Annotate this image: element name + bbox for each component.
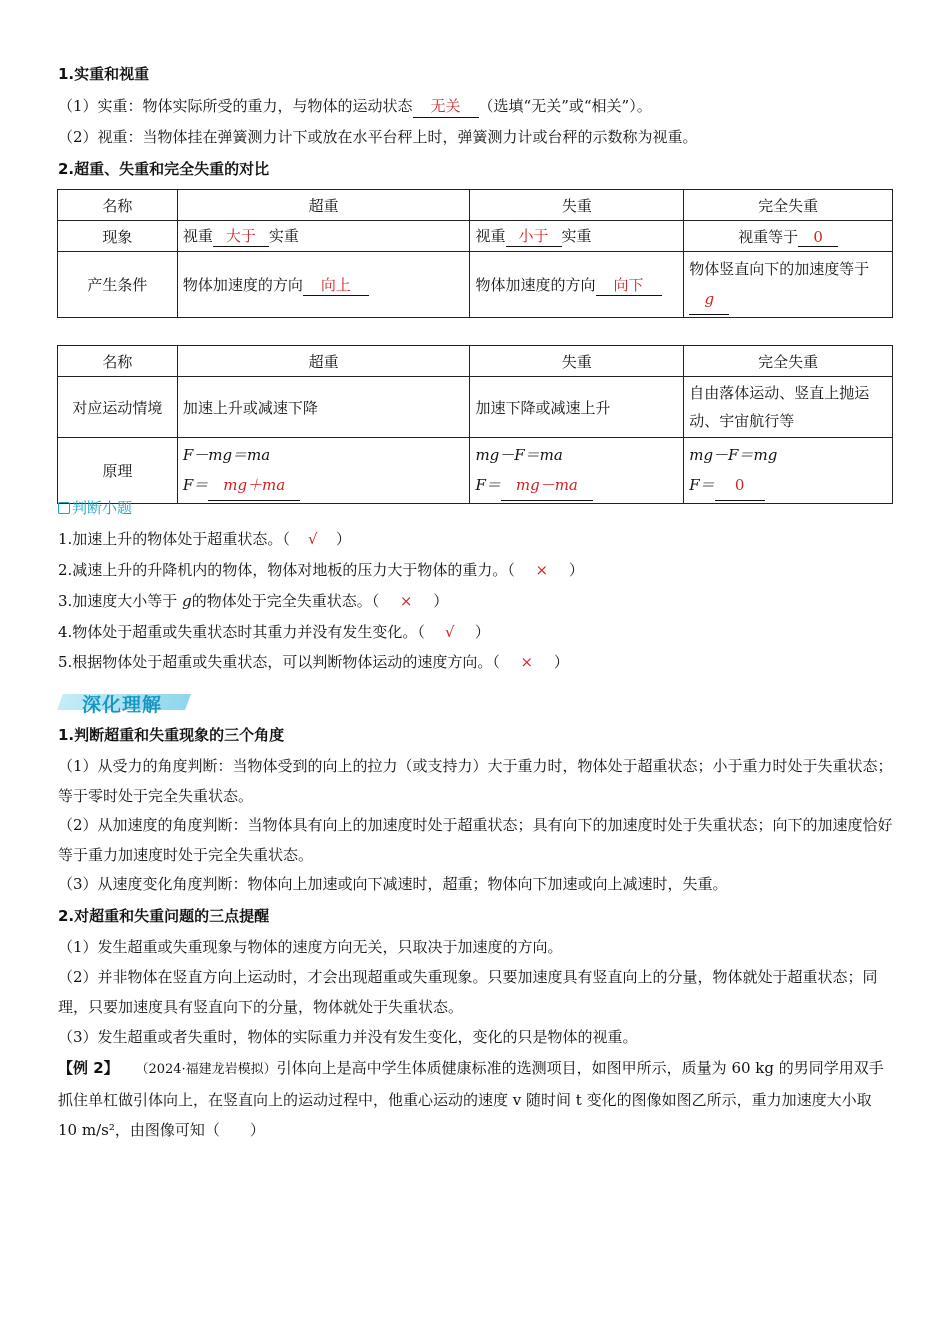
cell-lose-phenomenon: 视重 小于 实重 xyxy=(470,221,684,252)
real-weight-text: （1）实重：物体实际所受的重力，与物体的运动状态 xyxy=(58,97,413,115)
real-weight-line xyxy=(58,95,894,118)
banner-title: 深化理解 xyxy=(82,694,163,716)
header-complete-weightloss: 完全失重 xyxy=(684,346,893,377)
header-overweight: 超重 xyxy=(177,346,470,377)
section-2-title: 2.超重、失重和完全失重的对比 xyxy=(58,160,270,178)
cell-lose-principle: mg－F＝ma F＝ mg－ma xyxy=(470,438,684,504)
cross-mark-icon: × xyxy=(399,592,413,610)
cell-over-phenomenon: 视重 大于 实重 xyxy=(177,221,470,252)
row-label-phenomenon: 现象 xyxy=(58,221,178,252)
reminder-3: （3）发生超重或者失重时，物体的实际重力并没有发生变化，变化的只是物体的视重。 xyxy=(58,1028,638,1046)
table-row xyxy=(58,438,893,504)
real-weight-hint: （选填“无关”或“相关”）。 xyxy=(478,97,652,115)
comparison-table-2 xyxy=(57,345,893,504)
cell-full-scene: 自由落体运动、竖直上抛运动、宇宙航行等 xyxy=(684,377,893,438)
checkbox-icon xyxy=(58,502,70,514)
cell-full-condition: 物体竖直向下的加速度等于g xyxy=(684,252,893,318)
row-label-scene: 对应运动情境 xyxy=(58,377,178,438)
cell-full-principle: mg－F＝mg F＝ 0 xyxy=(684,438,893,504)
deep-title-2: 2.对超重和失重问题的三点提醒 xyxy=(58,907,270,925)
cell-lose-condition: 物体加速度的方向 向下 xyxy=(470,252,684,318)
quiz-item-3: 3.加速度大小等于 g的物体处于完全失重状态。（ × ） xyxy=(58,592,449,610)
header-name: 名称 xyxy=(58,190,178,221)
table-row xyxy=(58,377,893,438)
table-row xyxy=(58,221,893,252)
example-text: 引体向上是高中学生体质健康标准的选测项目，如图甲所示，质量为 60 kg 的男同学用双手抓住单杠做引体向上，在竖直向上的运动过程中，他重心运动的速度 v 随时间 t 变化的图像如图乙所示，重力加速度大小取 10 m/s²，由图像可知（ ） xyxy=(58,1059,884,1139)
deep-paragraph-2: （2）从加速度的角度判断：当物体具有向上的加速度时处于超重状态；具有向下的加速度时处于失重状态；向下的加速度恰好等于重力加速度时处于完全失重状态。 xyxy=(58,816,893,864)
section-banner xyxy=(60,690,192,714)
header-weightloss: 失重 xyxy=(470,190,684,221)
apparent-weight-line: （2）视重：当物体挂在弹簧测力计下或放在水平台秤上时，弹簧测力计或台秤的示数称为视重。 xyxy=(58,128,698,146)
example-label: 【例 2】 xyxy=(58,1059,119,1077)
section-1-title: 1.实重和视重 xyxy=(58,65,150,83)
example-source: （2024·福建龙岩模拟） xyxy=(135,1062,277,1077)
quiz-title: 判断小题 xyxy=(58,497,894,519)
table-row xyxy=(58,252,893,318)
header-overweight: 超重 xyxy=(177,190,470,221)
real-weight-answer: 无关 xyxy=(413,95,479,118)
row-label-principle: 原理 xyxy=(58,438,178,504)
table-header-row xyxy=(58,190,893,221)
cell-over-scene: 加速上升或减速下降 xyxy=(177,377,470,438)
cross-mark-icon: × xyxy=(535,561,549,579)
header-weightloss: 失重 xyxy=(470,346,684,377)
reminder-2: （2）并非物体在竖直方向上运动时，才会出现超重或失重现象。只要加速度具有竖直向上的分量，物体就处于超重状态；同理，只要加速度具有竖直向下的分量，物体就处于失重状态。 xyxy=(58,968,878,1016)
cell-over-condition: 物体加速度的方向 向上 xyxy=(177,252,470,318)
deep-title-1: 1.判断超重和失重现象的三个角度 xyxy=(58,726,285,744)
header-name: 名称 xyxy=(58,346,178,377)
deep-paragraph-3: （3）从速度变化角度判断：物体向上加速或向下减速时，超重；物体向下加速或向上减速时，失重。 xyxy=(58,875,728,893)
comparison-table-1 xyxy=(57,189,893,318)
quiz-item-1: 1.加速上升的物体处于超重状态。（ √ ） xyxy=(58,530,351,548)
reminder-1: （1）发生超重或失重现象与物体的速度方向无关，只取决于加速度的方向。 xyxy=(58,938,563,956)
cell-full-phenomenon: 视重等于 0 xyxy=(684,221,893,252)
example-2 xyxy=(58,1053,894,1145)
header-complete-weightloss: 完全失重 xyxy=(684,190,893,221)
quiz-item-2: 2.减速上升的升降机内的物体，物体对地板的压力大于物体的重力。（ × ） xyxy=(58,561,584,579)
deep-paragraph-1: （1）从受力的角度判断：当物体受到的向上的拉力（或支持力）大于重力时，物体处于超重状态；小于重力时处于失重状态；等于零时处于完全失重状态。 xyxy=(58,757,893,805)
cross-mark-icon: × xyxy=(520,653,534,671)
table-header-row xyxy=(58,346,893,377)
quiz-item-4: 4.物体处于超重或失重状态时其重力并没有发生变化。（ √ ） xyxy=(58,623,490,641)
row-label-condition: 产生条件 xyxy=(58,252,178,318)
cell-lose-scene: 加速下降或减速上升 xyxy=(470,377,684,438)
check-mark-icon: √ xyxy=(308,530,318,548)
check-mark-icon: √ xyxy=(445,623,455,641)
cell-over-principle: F－mg＝ma F＝ mg＋ma xyxy=(177,438,470,504)
quiz-item-5: 5.根据物体处于超重或失重状态，可以判断物体运动的速度方向。（ × ） xyxy=(58,653,569,671)
